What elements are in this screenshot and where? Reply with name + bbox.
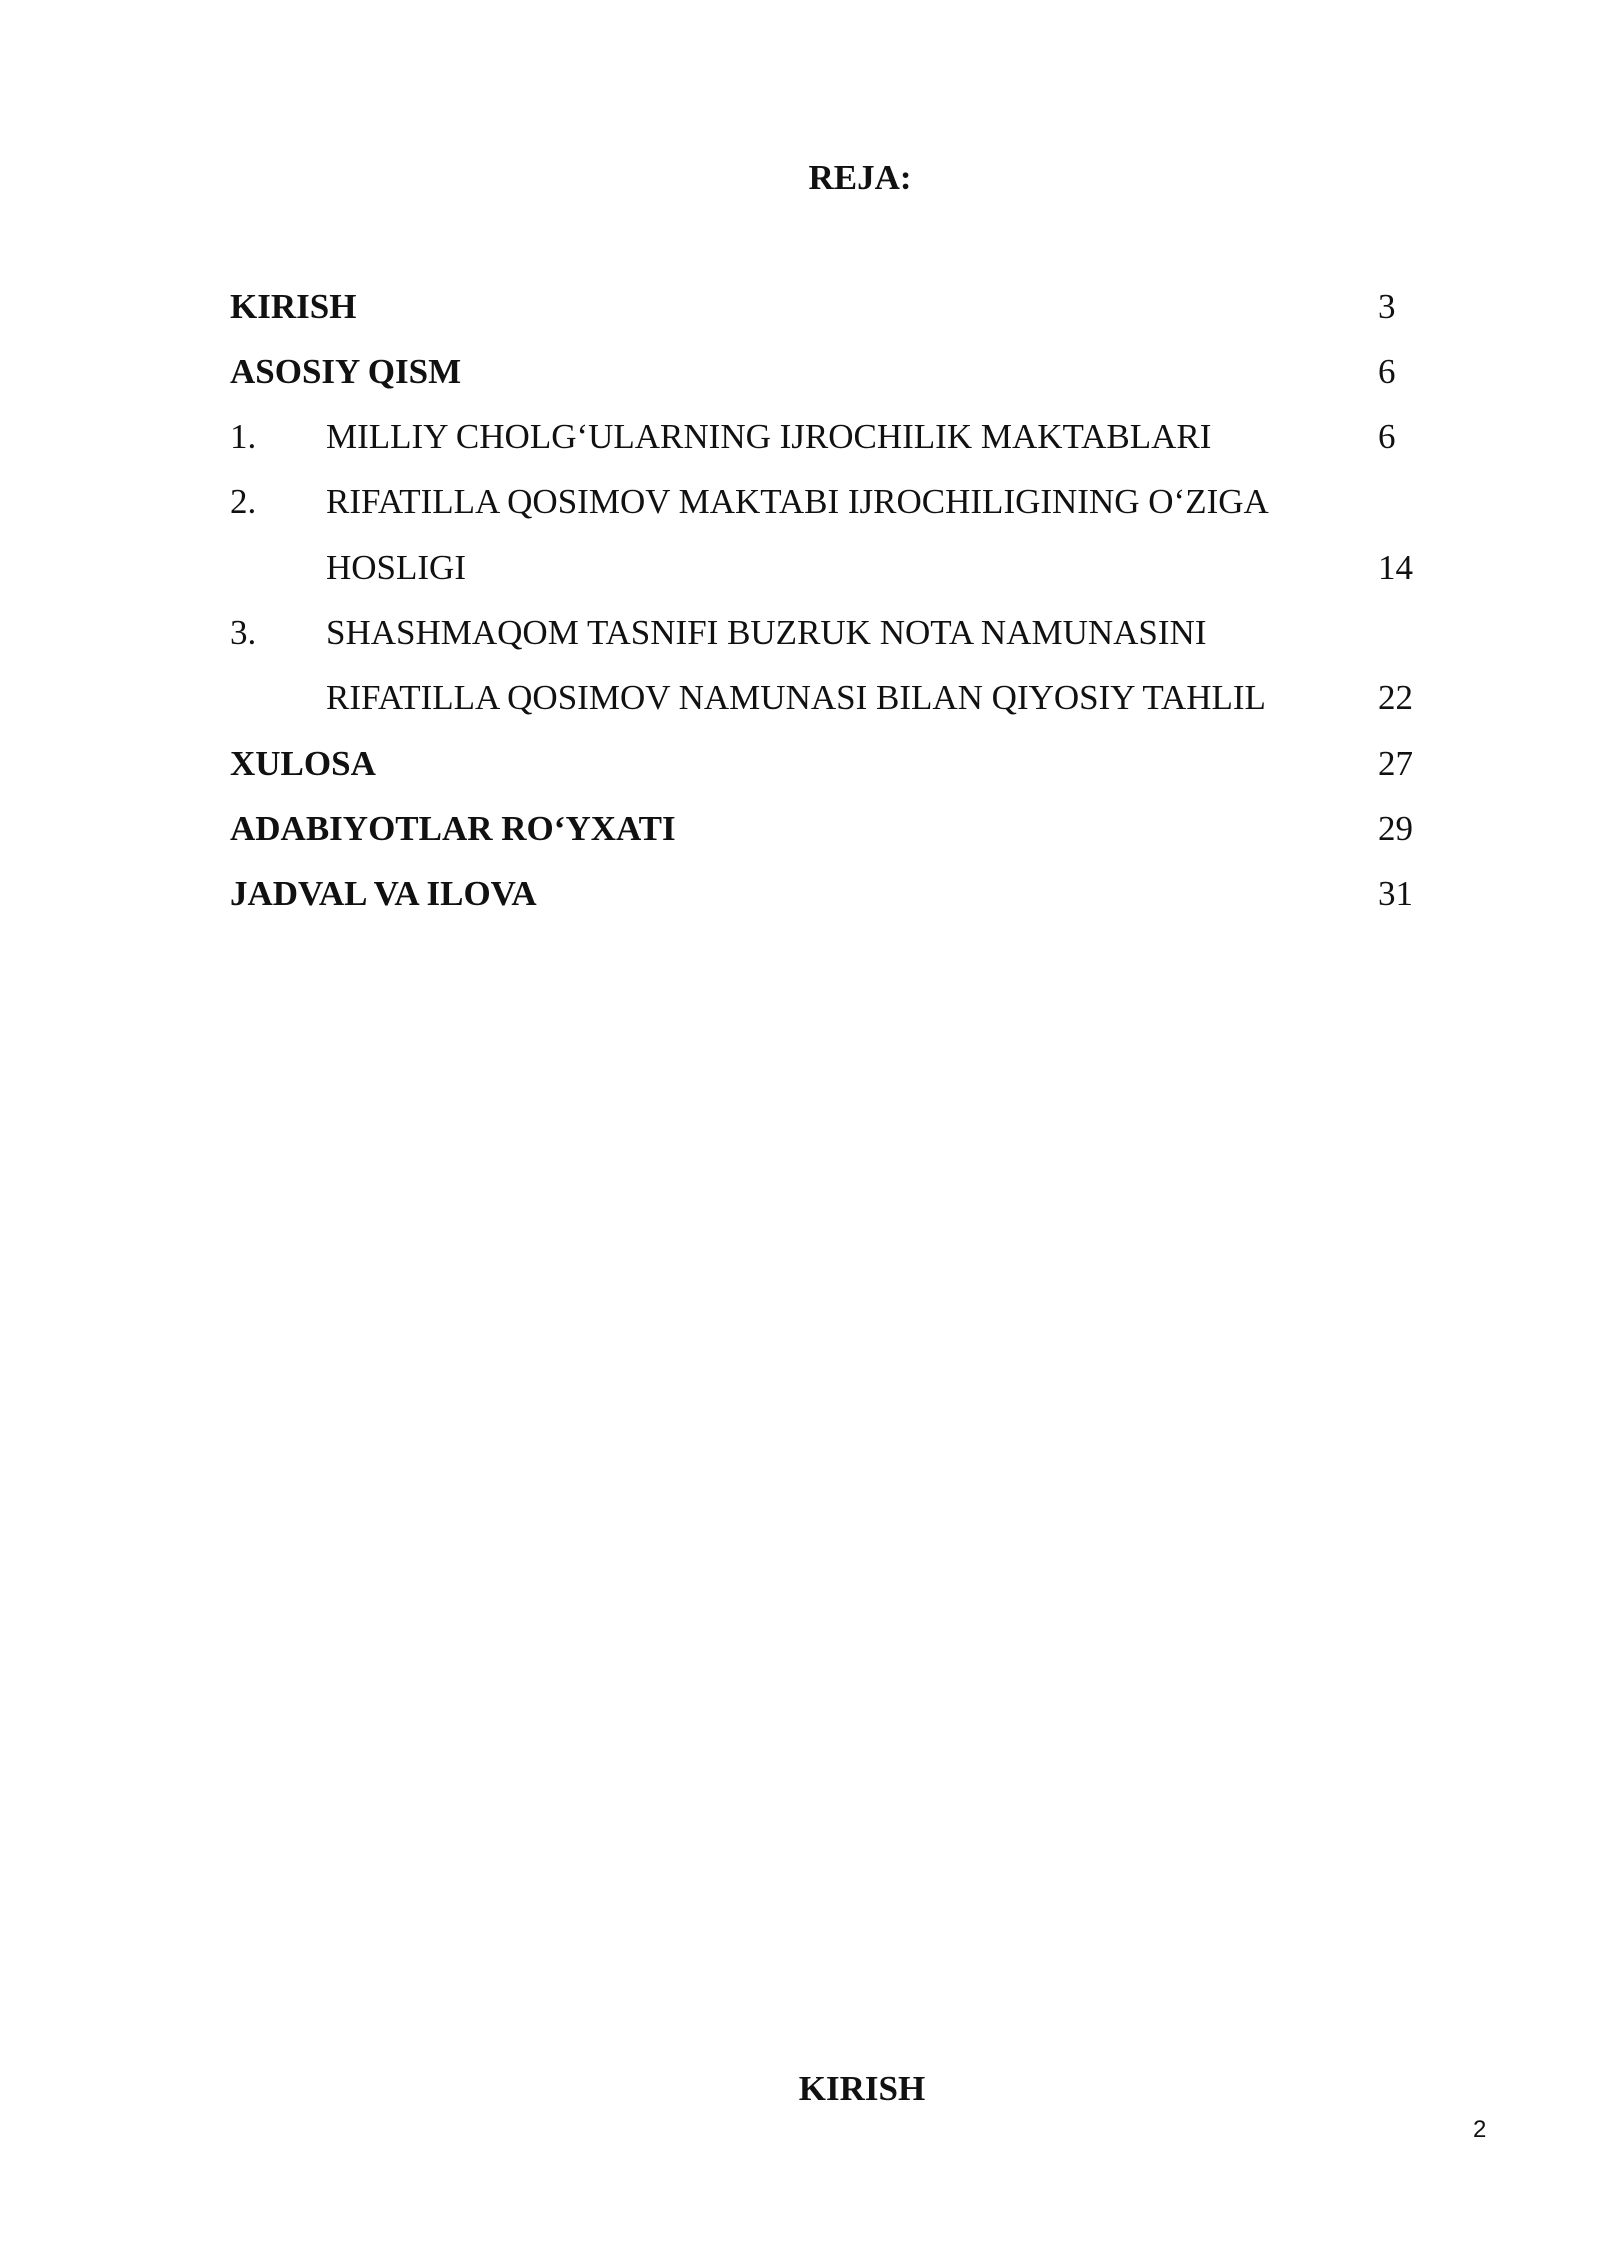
toc-item3-number: 3. [230,613,257,652]
toc-item1-page: 6 [1378,417,1396,456]
toc-jadval-page: 31 [1378,874,1413,913]
toc-kirish-page: 3 [1378,287,1396,326]
toc-asosiy-page: 6 [1378,352,1396,391]
toc-item2-label-line1: RIFATILLA QOSIMOV MAKTABI IJROCHILIGINING O‘ZIGA [326,482,1269,521]
toc-adabiyotlar-label: ADABIYOTLAR RO‘YXATI [230,809,676,848]
toc-kirish-label: KIRISH [230,287,357,326]
toc-item1-label: MILLIY CHOLG‘ULARNING IJROCHILIK MAKTABLARI [326,417,1212,456]
toc-item3-label-line2: RIFATILLA QOSIMOV NAMUNASI BILAN QIYOSIY TAHLIL [326,678,1266,717]
toc-item2-number: 2. [230,482,257,521]
toc-item3-page: 22 [1378,678,1413,717]
toc-item2-page: 14 [1378,548,1413,587]
toc-asosiy-label: ASOSIY QISM [230,352,462,391]
toc-item2-label-line2: HOSLIGI [326,548,466,587]
page-number: 2 [1473,2116,1487,2143]
page-title: REJA: [808,158,912,197]
toc-xulosa-label: XULOSA [230,744,376,783]
toc-xulosa-page: 27 [1378,744,1413,783]
toc-jadval-label: JADVAL VA ILOVA [230,874,537,913]
next-section-heading: KIRISH [798,2069,926,2108]
toc-item3-label-line1: SHASHMAQOM TASNIFI BUZRUK NOTA NAMUNASINI [326,613,1207,652]
toc-item1-number: 1. [230,417,257,456]
toc-adabiyotlar-page: 29 [1378,809,1413,848]
